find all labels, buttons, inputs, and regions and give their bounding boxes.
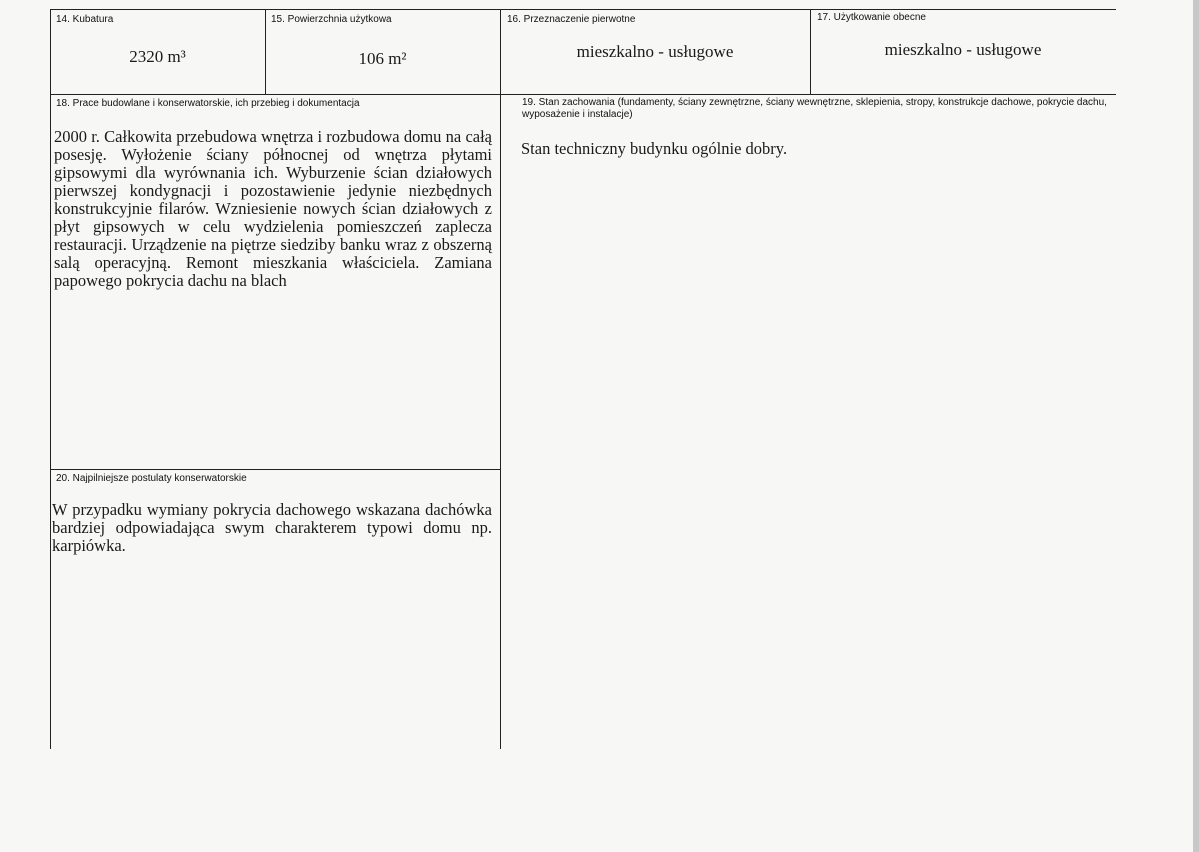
page-edge: [1193, 0, 1199, 852]
col-divider-main: [500, 9, 501, 749]
prace-label: 18. Prace budowlane i konserwatorskie, ich przebieg i dokumentacja: [56, 98, 360, 109]
powierzchnia-value: 106 m²: [358, 49, 407, 68]
powierzchnia-label: 15. Powierzchnia użytkowa: [271, 14, 392, 25]
top-rule: [50, 9, 1116, 10]
prace-paragraph: 2000 r. Całkowita przebudowa wnętrza i rozbudowa domu na całą posesję. Wyłożenie ściany północnej od wnętrza płytami gipsowymi dla wyrównania ich. Wyburzenie ścian działowych pierwszej kondygnacji i pozostawienie jedynie niezbędnych konstrukcyjnie filarów. Wzniesienie nowych ścian działowych z płyt gipsowych w celu wydzielenia pomieszczeń zaplecza restauracji. Urządzenie na piętrze siedziby banku wraz z obszerną salą operacyjną. Remont mieszkania właściciela. Zamiana papowego pokrycia dachu na blach: [54, 127, 492, 290]
przeznaczenie-value: mieszkalno - usługowe: [576, 42, 734, 61]
kubatura-value: 2320 m³: [129, 47, 186, 66]
postulaty-paragraph: W przypadku wymiany pokrycia dachowego wskazana dachówka bardziej odpowiadająca swym charakterem typowi domu np. karpiówka.: [52, 500, 492, 555]
postulaty-label: 20. Najpilniejsze postulaty konserwatorskie: [56, 473, 247, 484]
row1-bottom-rule: [50, 94, 1116, 95]
przeznaczenie-label: 16. Przeznaczenie pierwotne: [507, 14, 636, 25]
uzytkowanie-label: 17. Użytkowanie obecne: [817, 12, 926, 23]
uzytkowanie-value: mieszkalno - usługowe: [884, 40, 1042, 59]
stan-label: 19. Stan zachowania (fundamenty, ściany zewnętrzne, ściany wewnętrzne, sklepienia, stropy, konstrukcje dachowe, pokrycie dachu, wyposażenie i instalacje): [522, 97, 1107, 120]
kubatura-label: 14. Kubatura: [56, 14, 114, 25]
section20-top-rule: [50, 469, 500, 470]
stan-text: Stan techniczny budynku ogólnie dobry.: [521, 139, 788, 158]
postulaty-text: [52, 501, 492, 555]
prace-text: [54, 128, 492, 290]
left-border: [50, 9, 51, 749]
